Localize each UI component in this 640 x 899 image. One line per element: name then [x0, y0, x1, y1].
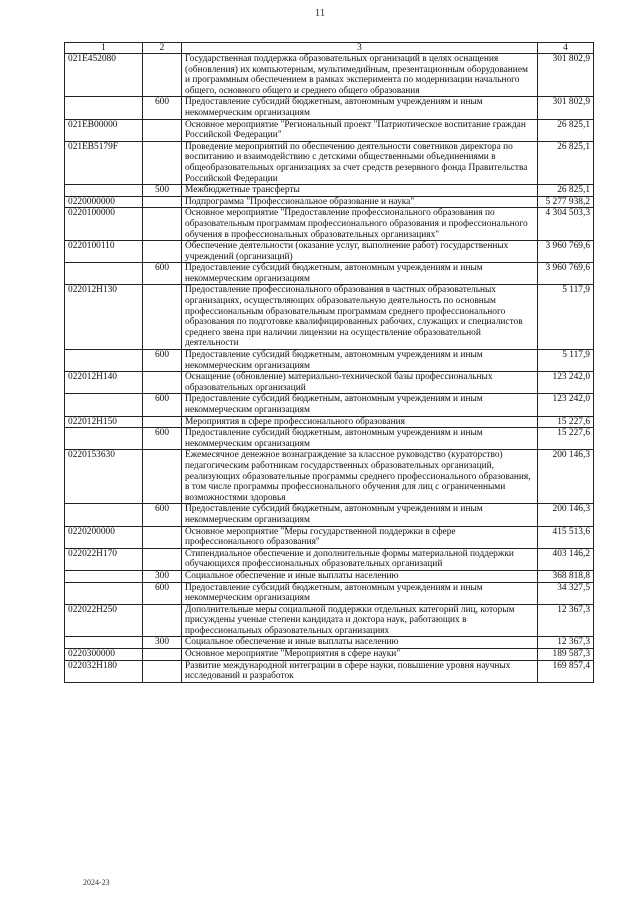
page-number: 11 [314, 7, 326, 19]
row-sum: 5 117,9 [538, 285, 594, 350]
row-sum: 5 117,9 [538, 350, 594, 372]
row-sum: 415 513,6 [538, 526, 594, 548]
row-code: 022012Н150 [65, 416, 143, 428]
row-expense-type: 600 [143, 504, 182, 526]
row-code: 0220100110 [65, 241, 143, 263]
row-expense-type: 600 [143, 350, 182, 372]
row-sum: 26 825,1 [538, 119, 594, 141]
row-expense-type [143, 526, 182, 548]
row-expense-type: 500 [143, 185, 182, 197]
row-code: 022032Н180 [65, 660, 143, 682]
row-code [65, 394, 143, 416]
row-code [65, 582, 143, 604]
row-expense-type [143, 372, 182, 394]
row-expense-type [143, 285, 182, 350]
row-sum: 368 818,8 [538, 570, 594, 582]
table-row [65, 141, 594, 184]
table-row [65, 637, 594, 649]
header-col-4: 4 [538, 43, 594, 54]
row-expense-type [143, 196, 182, 208]
row-name: Стипендиальное обеспечение и дополнительные формы материальной поддержки обучающихся профессиональных образовательных организаций [182, 548, 538, 570]
row-name: Проведение мероприятий по обеспечению деятельности советников директора по воспитанию и взаимодействию с детскими общественными объединениями в общеобразовательных организациях за счет средств резервного фонда Правительства Российской Федерации [182, 141, 538, 184]
row-name: Социальное обеспечение и иные выплаты населению [182, 637, 538, 649]
footer-code: 2024-23 [83, 878, 110, 887]
row-name: Основное мероприятие "Региональный проект "Патриотическое воспитание граждан Российской Федерации" [182, 119, 538, 141]
row-sum: 26 825,1 [538, 141, 594, 184]
table-row [65, 416, 594, 428]
table-row [65, 548, 594, 570]
row-code [65, 350, 143, 372]
table-row [65, 372, 594, 394]
row-sum: 189 587,3 [538, 649, 594, 661]
row-expense-type: 600 [143, 394, 182, 416]
row-name: Развитие международной интеграции в сфере науки, повышение уровня научных исследований и разработок [182, 660, 538, 682]
header-col-1: 1 [65, 43, 143, 54]
row-sum: 5 277 938,2 [538, 196, 594, 208]
row-expense-type [143, 548, 182, 570]
row-code [65, 97, 143, 119]
row-expense-type: 600 [143, 582, 182, 604]
row-name: Социальное обеспечение и иные выплаты населению [182, 570, 538, 582]
row-name: Государственная поддержка образовательных организаций в целях оснащения (обновления) их компьютерным, мультимедийным, презентационным оборудованием и программным обеспечением в рамках эксперимента по модернизации начального общего, основного общего и среднего общего образования [182, 54, 538, 97]
row-code: 021EB5179F [65, 141, 143, 184]
table-row [65, 428, 594, 450]
row-code: 022012Н130 [65, 285, 143, 350]
table-header-row [65, 43, 594, 54]
row-sum: 12 367,3 [538, 604, 594, 637]
row-expense-type [143, 241, 182, 263]
table-row [65, 97, 594, 119]
table-row [65, 208, 594, 241]
row-name: Обеспечение деятельности (оказание услуг, выполнение работ) государственных учреждений (организаций) [182, 241, 538, 263]
row-name: Подпрограмма "Профессиональное образование и наука" [182, 196, 538, 208]
row-code: 022022Н250 [65, 604, 143, 637]
row-code [65, 263, 143, 285]
table-row [65, 526, 594, 548]
row-expense-type [143, 416, 182, 428]
row-expense-type: 600 [143, 97, 182, 119]
row-sum: 26 825,1 [538, 185, 594, 197]
row-code: 0220200000 [65, 526, 143, 548]
row-sum: 123 242,0 [538, 394, 594, 416]
row-name: Предоставление субсидий бюджетным, автономным учреждениям и иным некоммерческим организациям [182, 350, 538, 372]
table-row [65, 119, 594, 141]
row-sum: 123 242,0 [538, 372, 594, 394]
row-code: 0220153630 [65, 450, 143, 504]
table-row [65, 285, 594, 350]
row-name: Межбюджетные трансферты [182, 185, 538, 197]
row-sum: 4 304 503,3 [538, 208, 594, 241]
row-expense-type: 600 [143, 263, 182, 285]
row-sum: 12 367,3 [538, 637, 594, 649]
row-expense-type [143, 54, 182, 97]
row-expense-type: 600 [143, 428, 182, 450]
table-body [65, 54, 594, 683]
row-sum: 403 146,2 [538, 548, 594, 570]
row-code [65, 185, 143, 197]
row-code [65, 428, 143, 450]
table-row [65, 570, 594, 582]
row-sum: 169 857,4 [538, 660, 594, 682]
row-code: 021E452080 [65, 54, 143, 97]
header-col-3: 3 [182, 43, 538, 54]
table-row [65, 350, 594, 372]
row-expense-type [143, 119, 182, 141]
row-code [65, 570, 143, 582]
row-code: 0220100000 [65, 208, 143, 241]
table-row [65, 660, 594, 682]
row-expense-type [143, 604, 182, 637]
table-row [65, 394, 594, 416]
row-code: 0220000000 [65, 196, 143, 208]
row-name: Ежемесячное денежное вознаграждение за классное руководство (кураторство) педагогическим работникам государственных образовательных организаций, реализующих образовательные программы среднего профессионального образования, в том числе программы профессионального обучения для лиц с ограниченными возможностями здоровья [182, 450, 538, 504]
row-name: Дополнительные меры социальной поддержки отдельных категорий лиц, которым присуждены ученые степени кандидата и доктора наук, работающих в профессиональных образовательных организациях [182, 604, 538, 637]
table-row [65, 241, 594, 263]
table-row [65, 649, 594, 661]
row-name: Предоставление профессионального образования в частных образовательных организациях, осуществляющих образовательную деятельность по основным профессиональным образовательным программам среднего профессионального образования по подготовке квалифицированных рабочих, служащих и специалистов среднего звена при наличии лицензии на осуществление образовательной деятельности [182, 285, 538, 350]
table-row [65, 196, 594, 208]
row-expense-type [143, 649, 182, 661]
budget-table [64, 42, 594, 683]
row-name: Оснащение (обновление) материально-технической базы профессиональных образовательных организаций [182, 372, 538, 394]
row-sum: 301 802,9 [538, 97, 594, 119]
table-row [65, 185, 594, 197]
row-expense-type [143, 208, 182, 241]
row-sum: 3 960 769,6 [538, 241, 594, 263]
row-sum: 15 227,6 [538, 428, 594, 450]
row-expense-type [143, 141, 182, 184]
table-row [65, 450, 594, 504]
row-name: Предоставление субсидий бюджетным, автономным учреждениям и иным некоммерческим организациям [182, 428, 538, 450]
row-name: Предоставление субсидий бюджетным, автономным учреждениям и иным некоммерческим организациям [182, 582, 538, 604]
row-sum: 15 227,6 [538, 416, 594, 428]
row-expense-type: 300 [143, 637, 182, 649]
row-sum: 200 146,3 [538, 504, 594, 526]
row-expense-type [143, 450, 182, 504]
table-row [65, 604, 594, 637]
row-name: Предоставление субсидий бюджетным, автономным учреждениям и иным некоммерческим организациям [182, 263, 538, 285]
row-name: Предоставление субсидий бюджетным, автономным учреждениям и иным некоммерческим организациям [182, 504, 538, 526]
row-sum: 3 960 769,6 [538, 263, 594, 285]
row-name: Предоставление субсидий бюджетным, автономным учреждениям и иным некоммерческим организациям [182, 394, 538, 416]
row-code [65, 637, 143, 649]
row-code: 022022Н170 [65, 548, 143, 570]
row-name: Предоставление субсидий бюджетным, автономным учреждениям и иным некоммерческим организациям [182, 97, 538, 119]
row-sum: 34 327,5 [538, 582, 594, 604]
table-row [65, 263, 594, 285]
header-col-2: 2 [143, 43, 182, 54]
row-sum: 301 802,9 [538, 54, 594, 97]
table-row [65, 504, 594, 526]
row-name: Мероприятия в сфере профессионального образования [182, 416, 538, 428]
row-name: Основное мероприятие "Мероприятия в сфере науки" [182, 649, 538, 661]
row-name: Основное мероприятие "Меры государственной поддержки в сфере профессионального образования" [182, 526, 538, 548]
row-code: 021EB00000 [65, 119, 143, 141]
row-expense-type [143, 660, 182, 682]
row-code: 0220300000 [65, 649, 143, 661]
row-code [65, 504, 143, 526]
row-sum: 200 146,3 [538, 450, 594, 504]
row-name: Основное мероприятие "Предоставление профессионального образования по образовательным программам профессионального образования и профессионального обучения в профессиональных образовательных организациях" [182, 208, 538, 241]
row-code: 022012Н140 [65, 372, 143, 394]
table-row [65, 582, 594, 604]
table-row [65, 54, 594, 97]
row-expense-type: 300 [143, 570, 182, 582]
